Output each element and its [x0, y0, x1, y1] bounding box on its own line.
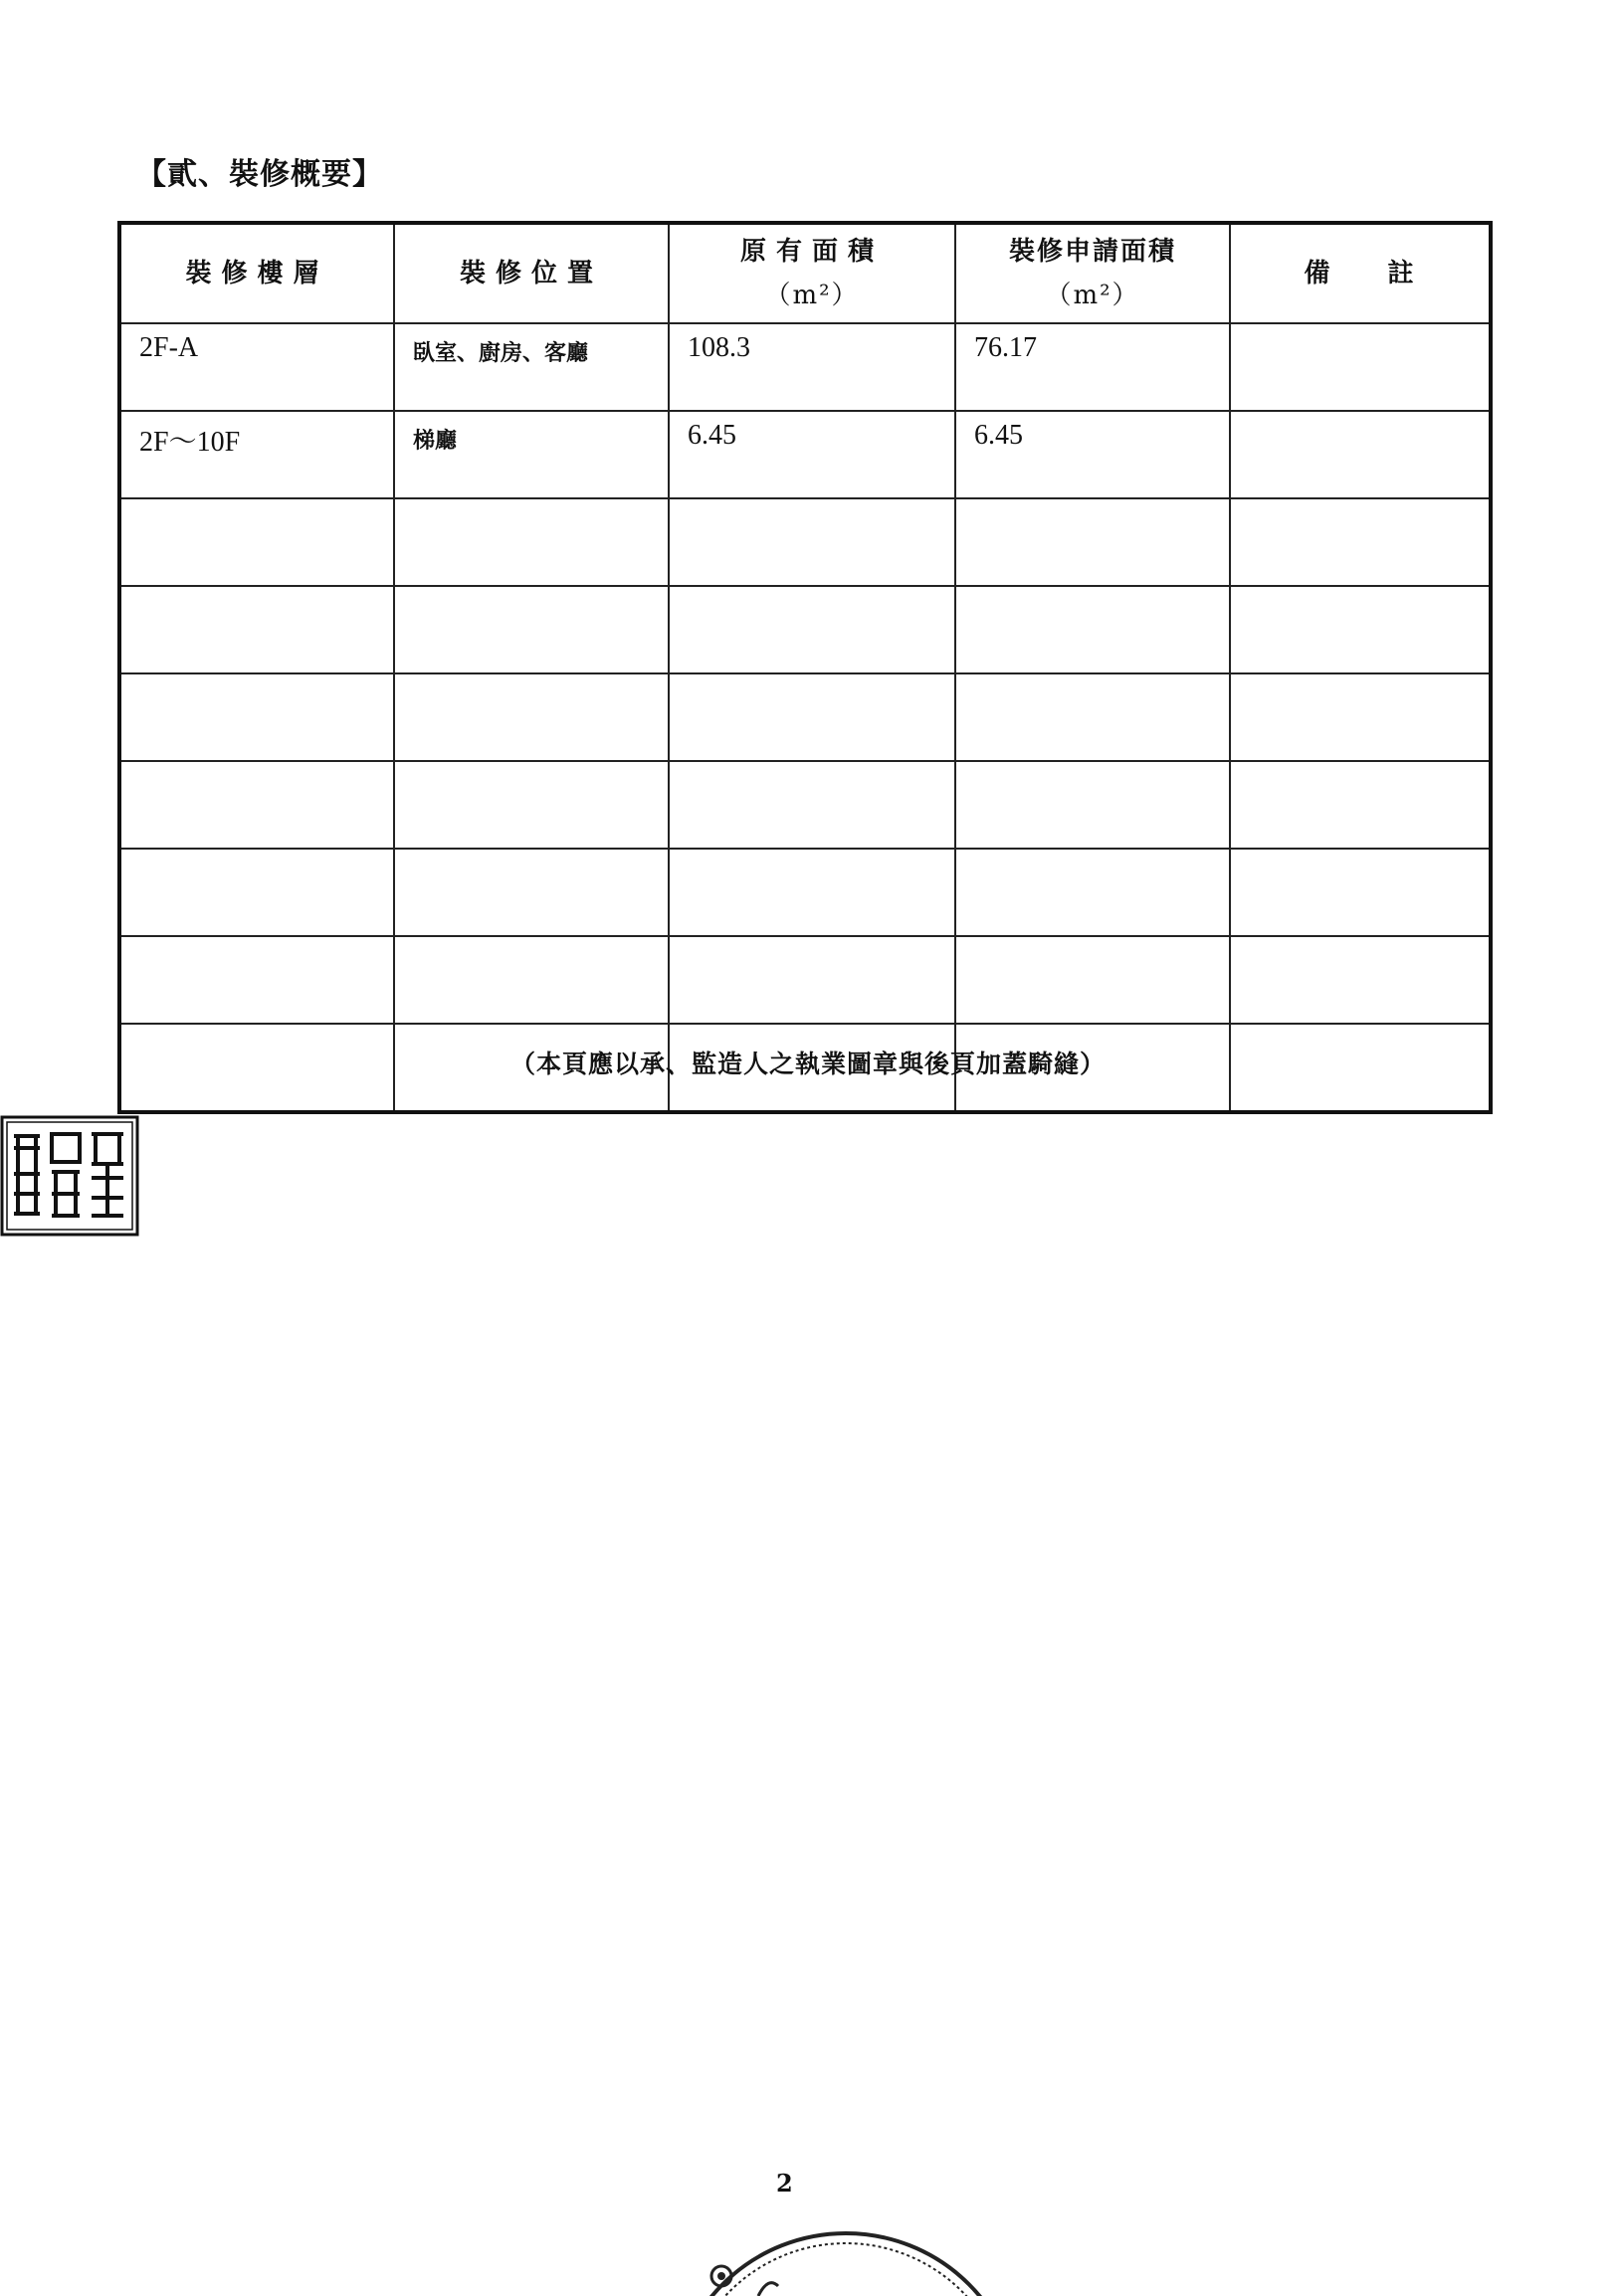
cell-floor [119, 673, 394, 761]
cell-location [394, 936, 669, 1024]
table-row [119, 673, 1491, 761]
cell-applied-area [955, 673, 1230, 761]
table-row [119, 936, 1491, 1024]
cell-floor [119, 936, 394, 1024]
cell-remarks [1230, 849, 1491, 936]
table-row [119, 498, 1491, 586]
cell-applied-area [955, 849, 1230, 936]
cell-location [394, 498, 669, 586]
cell-remarks [1230, 411, 1491, 498]
header-floor: 裝修樓層 [119, 223, 394, 323]
header-location: 裝修位置 [394, 223, 669, 323]
cell-remarks [1230, 586, 1491, 673]
seal-stamp [0, 1114, 141, 1240]
header-applied-area-unit: （m²） [1045, 281, 1140, 310]
cell-floor: 2F～10F [119, 411, 394, 498]
cell-location [394, 849, 669, 936]
cell-original-area: 108.3 [669, 323, 955, 411]
renovation-summary-table [117, 221, 1493, 1114]
cell-remarks [1230, 936, 1491, 1024]
cell-applied-area: 6.45 [955, 411, 1230, 498]
cell-floor [119, 761, 394, 849]
cell-applied-area [955, 498, 1230, 586]
cell-original-area: 6.45 [669, 411, 955, 498]
cell-applied-area [955, 761, 1230, 849]
cell-applied-area: 76.17 [955, 323, 1230, 411]
table-header-row [119, 223, 1491, 323]
section-title: 【貳、裝修概要】 [136, 157, 383, 192]
header-original-area-label: 原有面積 [739, 237, 884, 267]
cell-remarks [1230, 498, 1491, 586]
cell-location [394, 673, 669, 761]
header-original-area [669, 223, 955, 323]
cell-original-area [669, 498, 955, 586]
cell-location: 梯廳 [394, 411, 669, 498]
cell-remarks [1230, 323, 1491, 411]
cell-remarks [1230, 761, 1491, 849]
cell-original-area [669, 849, 955, 936]
page-number: 2 [776, 2169, 793, 2198]
table-row [119, 849, 1491, 936]
header-original-area-unit: （m²） [764, 281, 860, 310]
cell-remarks [1230, 673, 1491, 761]
cell-applied-area [955, 586, 1230, 673]
cell-floor: 2F-A [119, 323, 394, 411]
table-row [119, 323, 1491, 411]
cell-location: 臥室、廚房、客廳 [394, 323, 669, 411]
header-applied-area-label: 裝修申請面積 [1008, 237, 1176, 267]
official-stamp [667, 2179, 1025, 2296]
header-remarks: 備 註 [1230, 223, 1491, 323]
cell-original-area [669, 936, 955, 1024]
stamp-instruction-note: （本頁應以承、監造人之執業圖章與後頁加蓋騎縫） [509, 1050, 1106, 1078]
cell-original-area [669, 586, 955, 673]
cell-floor [119, 498, 394, 586]
table-row [119, 411, 1491, 498]
table-row [119, 761, 1491, 849]
cell-applied-area [955, 936, 1230, 1024]
table-row [119, 586, 1491, 673]
cell-floor [119, 586, 394, 673]
cell-location [394, 586, 669, 673]
cell-original-area [669, 673, 955, 761]
cell-location [394, 761, 669, 849]
header-applied-area [955, 223, 1230, 323]
cell-original-area [669, 761, 955, 849]
cell-floor [119, 849, 394, 936]
